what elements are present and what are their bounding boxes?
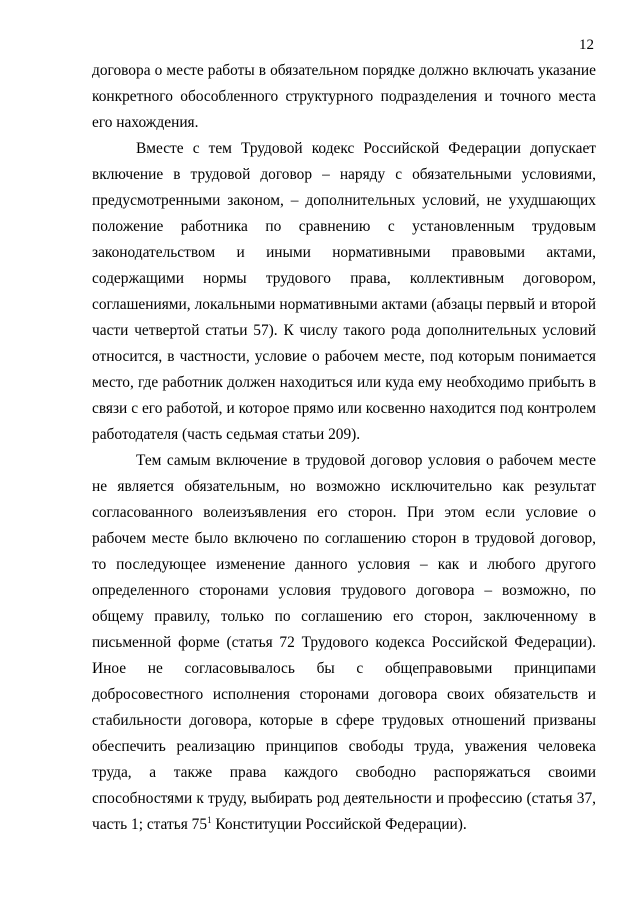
paragraph-main-text: Тем самым включение в трудовой договор условия о рабочем месте не является обязательным, но возможно исключительно как результат согласованного волеизъявления его сторон. При этом если условие о рабочем месте было включено по соглашению сторон в трудовой договор, то последующее изменение данного условия – как и любого другого определенного сторонами условия трудового договора – возможно, по общему правилу, только по соглашению его сторон, заключенному в письменной форме (статья 72 Трудового кодекса Российской Федерации). Иное не согласовывалось бы с общеправовыми принципами добросовестного исполнения сторонами договора своих обязательств и стабильности договора, которые в сфере трудовых отношений призваны обеспечить реализацию принципов свободы труда, уважения человека труда, а также права каждого свободно распоряжаться своими способностями к труду, выбирать род деятельности и профессию (статья 37, часть 1; статья 75 <box>92 452 596 833</box>
paragraph-continuation: договора о месте работы в обязательном порядке должно включать указание конкретного обособленного структурного подразделения и точного места его нахождения. <box>92 62 596 131</box>
paragraph-tail-text: Конституции Российской Федерации). <box>211 816 467 833</box>
paragraph-workplace-condition <box>92 448 596 838</box>
article-superscript: 1 <box>207 814 212 825</box>
paragraph-additional-conditions: Вместе с тем Трудовой кодекс Российской Федерации допускает включение в трудовой договор – наряду с обязательными условиями, предусмотренными законом, – дополнительных условий, не ухудшающих положение работника по сравнению с установленным трудовым законодательством и иными нормативными правовыми актами, содержащими нормы трудового права, коллективным договором, соглашениями, локальными нормативными актами (абзацы первый и второй части четвертой статьи 57). К числу такого рода дополнительных условий относится, в частности, условие о рабочем месте, под которым понимается место, где работник должен находиться или куда ему необходимо прибыть в связи с его работой, и которое прямо или косвенно находится под контролем работодателя (часть седьмая статьи 209). <box>92 140 596 443</box>
document-body <box>92 58 596 838</box>
page-number: 12 <box>579 37 594 53</box>
